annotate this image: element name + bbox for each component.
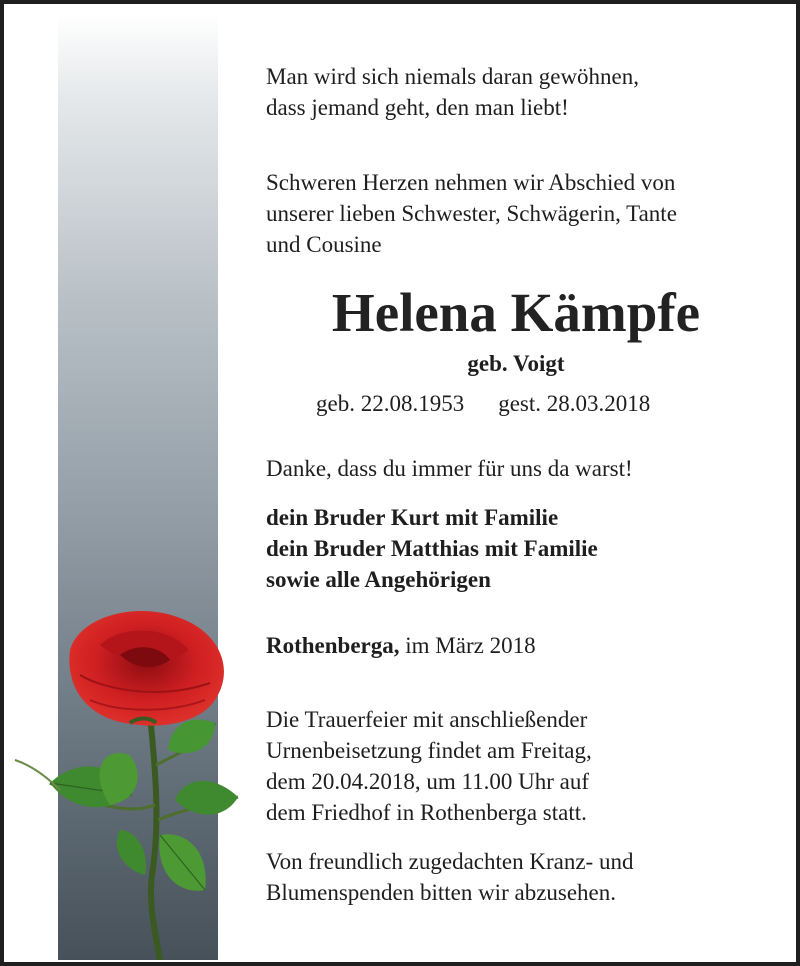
maiden-name: geb. Voigt [467,351,565,376]
date: im März 2018 [405,633,536,658]
mourner-line: dein Bruder Kurt mit Familie [266,505,559,530]
ceremony-line-1: Die Trauerfeier mit anschließender [266,707,588,732]
request-line-2: Blumenspenden bitten wir abzusehen. [266,880,617,905]
birth-date: geb. 22.08.1953 [316,391,465,416]
place: Rothenberga, [266,633,400,658]
mourner-line: dein Bruder Matthias mit Familie [266,536,598,561]
motto-line-2: dass jemand geht, den man liebt! [266,95,569,120]
ceremony-line-3: dem 20.04.2018, um 11.00 Uhr auf [266,769,590,794]
thanks-text: Danke, dass du immer für uns da warst! [266,456,633,481]
red-rose-image [10,605,250,960]
life-dates [316,388,650,419]
mourner-line: sowie alle Angehörigen [266,567,491,592]
motto-line-1: Man wird sich niemals daran gewöhnen, [266,64,640,89]
death-date: gest. 28.03.2018 [498,391,651,416]
intro-line-3: und Cousine [266,232,382,257]
deceased-name: Helena Kämpfe [331,282,701,343]
intro-line-1: Schweren Herzen nehmen wir Abschied von [266,170,676,195]
intro-line-2: unserer lieben Schwester, Schwägerin, Tante [266,201,677,226]
place-date [266,630,536,661]
request-line-1: Von freundlich zugedachten Kranz- und [266,849,634,874]
ceremony-line-2: Urnenbeisetzung findet am Freitag, [266,738,592,763]
ceremony-line-4: dem Friedhof in Rothenberga statt. [266,800,587,825]
